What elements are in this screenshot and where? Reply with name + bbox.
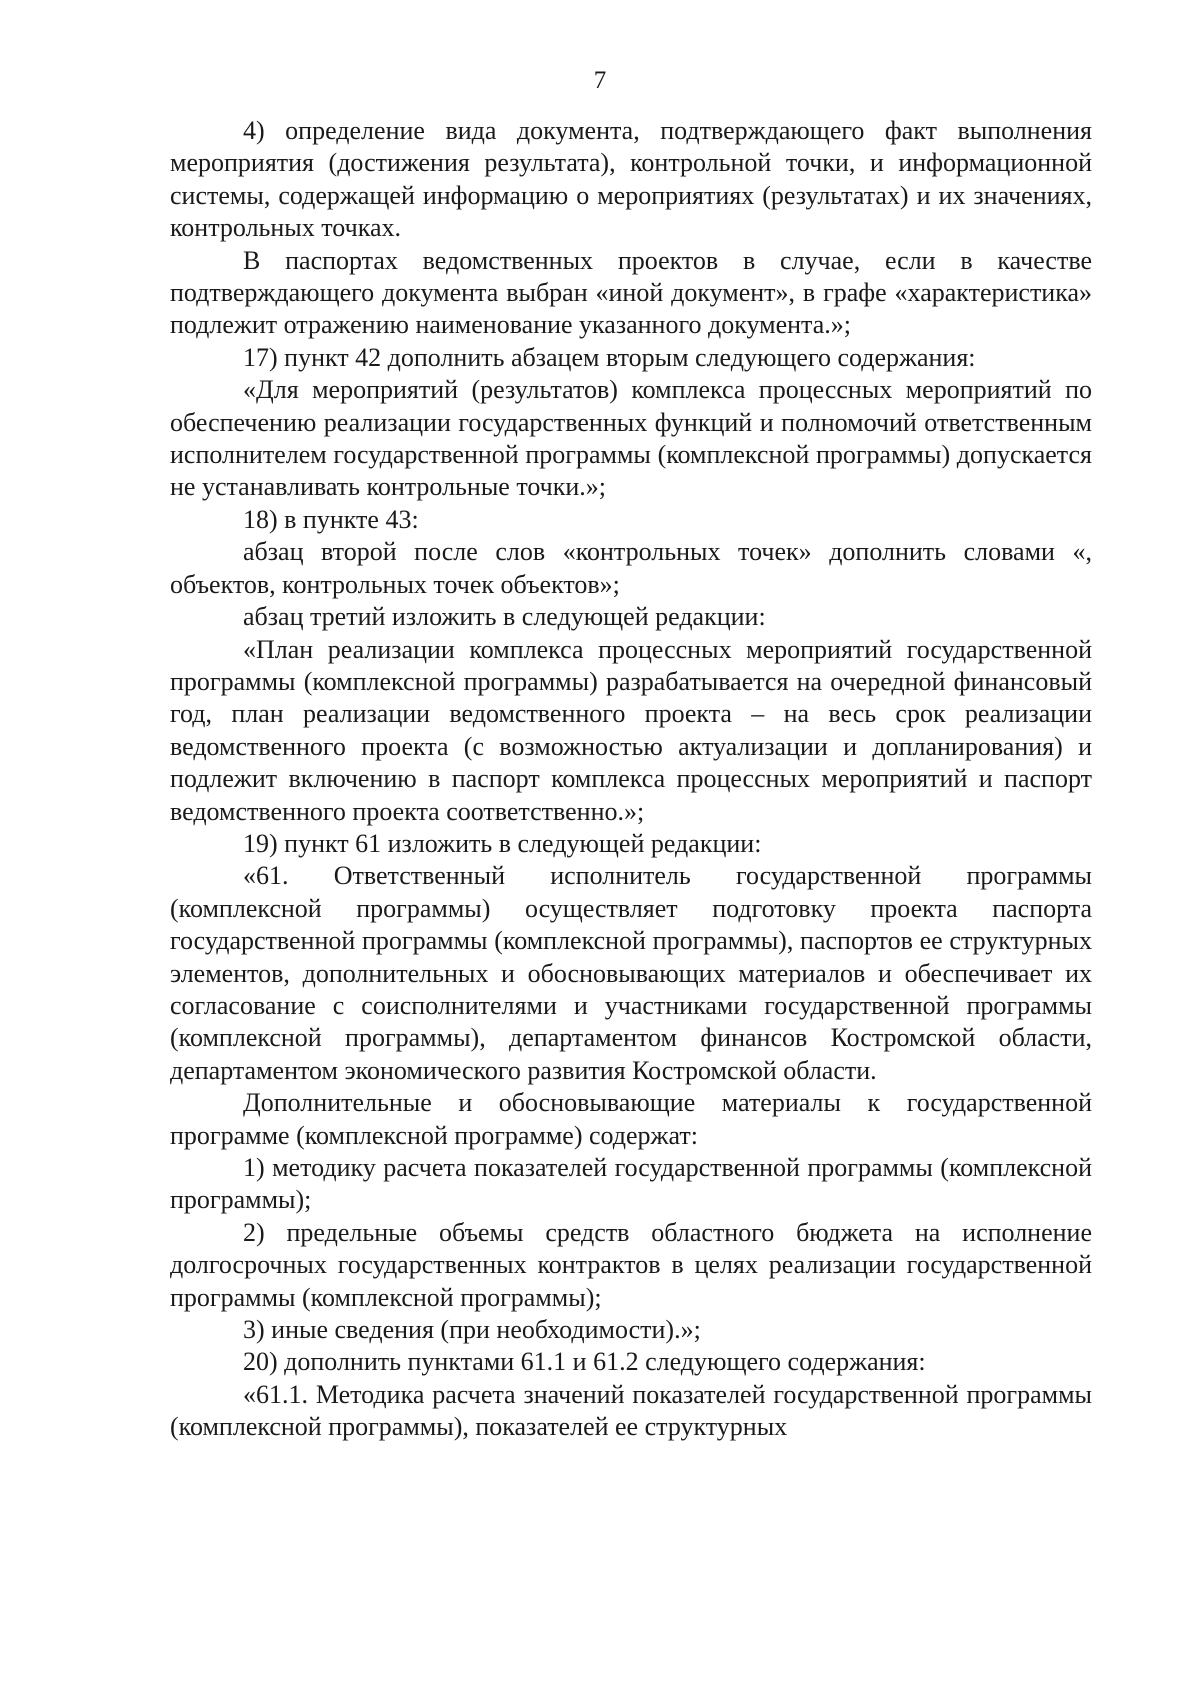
paragraph-item-18: 18) в пункте 43: xyxy=(243,504,419,534)
paragraph-additional-materials: Дополнительные и обосновывающие материалы к государственной программе (комплексной программе) содержат: xyxy=(170,1088,1092,1150)
paragraph-second-abzac: абзац второй после слов «контрольных точек» дополнить словами «, объектов, контрольных точек объектов»; xyxy=(170,537,1092,599)
paragraph-item-19: 19) пункт 61 изложить в следующей редакции: xyxy=(243,828,762,858)
document-body xyxy=(170,115,1092,1444)
paragraph-item-20: 20) дополнить пунктами 61.1 и 61.2 следующего содержания: xyxy=(243,1347,926,1377)
paragraph-list-1: 1) методику расчета показателей государственной программы (комплексной программы); xyxy=(170,1153,1092,1215)
paragraph-passports: В паспортах ведомственных проектов в случае, если в качестве подтверждающего документа выбран «иной документ», в графе «характеристика» подлежит отражению наименование указанного документа.»; xyxy=(170,245,1092,340)
paragraph-quote-plan: «План реализации комплекса процессных мероприятий государственной программы (комплексной программы) разрабатывается на очередной финансовый год, план реализации ведомственного проекта – на весь срок реализации ведомственного проекта (с возможностью актуализации и допланирования) и подлежит включению в паспорт комплекса процессных мероприятий и паспорт ведомственного проекта соответственно.»; xyxy=(170,634,1092,826)
paragraph-list-2: 2) предельные объемы средств областного бюджета на исполнение долгосрочных государственных контрактов в целях реализации государственной программы (комплексной программы); xyxy=(170,1217,1092,1312)
paragraph-item-4: 4) определение вида документа, подтверждающего факт выполнения мероприятия (достижения результата), контрольной точки, и информационной системы, содержащей информацию о мероприятиях (результатах) и их значениях, контрольных точках. xyxy=(170,116,1092,243)
paragraph-quote-61: «61. Ответственный исполнитель государственной программы (комплексной программы) осуществляет подготовку проекта паспорта государственной программы (комплексной программы), паспортов ее структурных элементов, дополнительных и обосновывающих материалов и обеспечивает их согласование с соисполнителями и участниками государственной программы (комплексной программы), департаментом финансов Костромской области, департаментом экономического развития Костромской области. xyxy=(170,861,1092,1085)
paragraph-list-3: 3) иные сведения (при необходимости).»; xyxy=(243,1315,701,1345)
paragraph-quote-61-1: «61.1. Методика расчета значений показателей государственной программы (комплексной программы), показателей ее структурных xyxy=(170,1379,1092,1442)
paragraph-third-abzac: абзац третий изложить в следующей редакции: xyxy=(243,602,766,632)
paragraph-item-17: 17) пункт 42 дополнить абзацем вторым следующего содержания: xyxy=(243,342,976,372)
paragraph-quote-measures: «Для мероприятий (результатов) комплекса процессных мероприятий по обеспечению реализации государственных функций и полномочий ответственным исполнителем государственной программы (комплексной программы) допускается не устанавливать контрольные точки.»; xyxy=(170,375,1092,502)
page-number: 7 xyxy=(593,67,607,94)
